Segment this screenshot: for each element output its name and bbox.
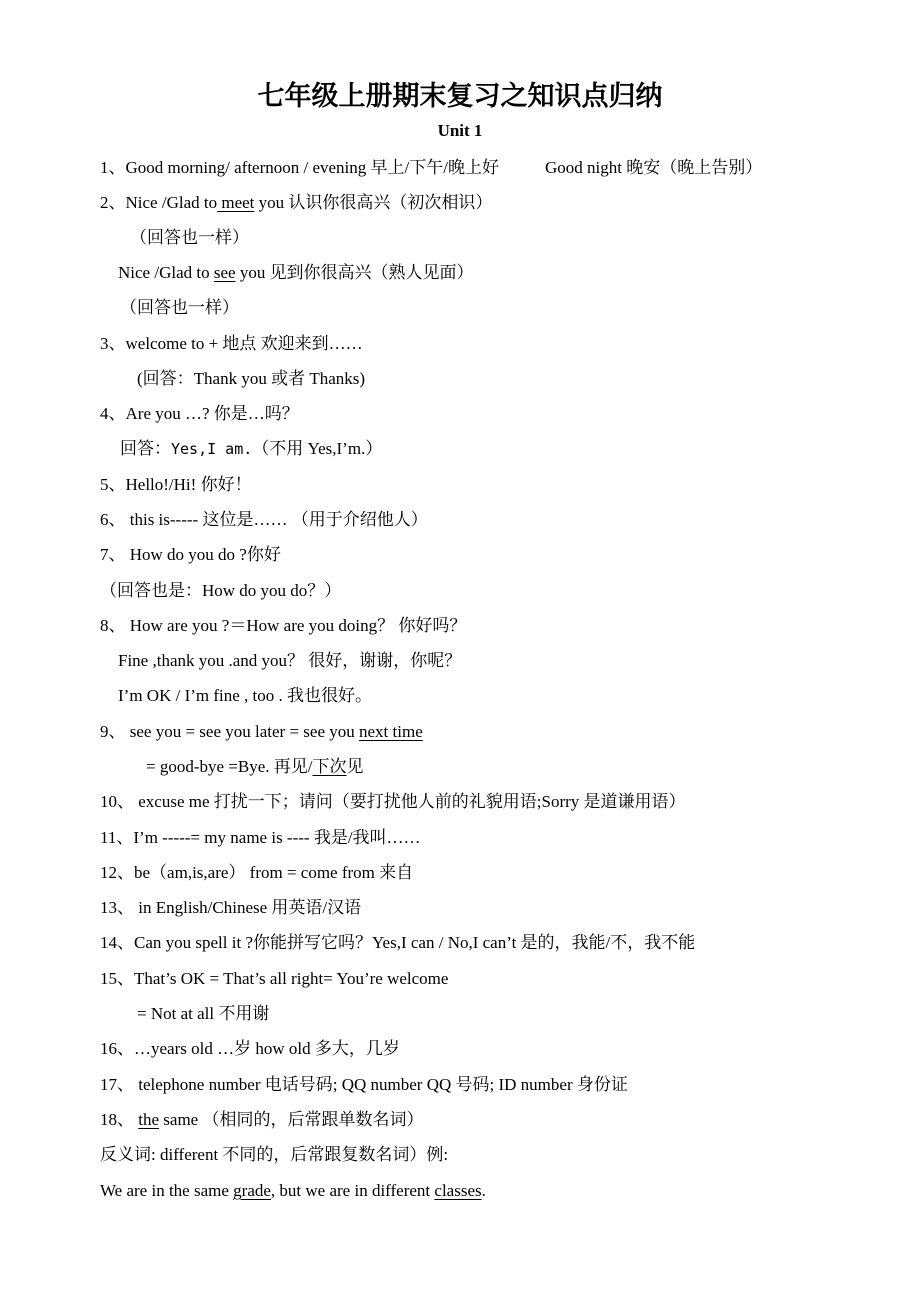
item-4-reply: 回答：Yes,I am.（不用 Yes,I’m.） [120,439,383,458]
item-1: 1、Good morning/ afternoon / evening 早上/下午/晚上好 Good night 晚安（晚上告别） [100,158,763,177]
item-2: 2、Nice /Glad to meet you 认识你很高兴（初次相识） [100,193,493,212]
item-8-reply-2: I’m OK / I’m fine , too . 我也很好。 [118,686,373,705]
item-9: 9、 see you = see you later = see you next time [100,722,423,741]
item-3: 3、welcome to + 地点 欢迎来到…… [100,334,363,353]
item-12: 12、be（am,is,are） from = come from 来自 [100,863,414,882]
item-11: 11、I’m -----= my name is ---- 我是/我叫…… [100,828,421,847]
item-7: 7、 How do you do ?你好 [100,545,281,564]
item-8-reply-1: Fine ,thank you .and you？ 很好，谢谢，你呢？ [118,651,462,670]
unit-heading: Unit 1 [437,121,483,140]
item-17: 17、 telephone number 电话号码; QQ number QQ 号码; ID number 身份证 [100,1075,628,1094]
item-14: 14、Can you spell it ?你能拼写它吗？Yes,I can / No,I can’t 是的，我能/不，我不能 [100,933,696,952]
item-15b: = Not at all 不用谢 [137,1004,270,1023]
item-16: 16、…years old …岁 how old 多大，几岁 [100,1039,400,1058]
item-9b: = good-bye =Bye. 再见/下次见 [146,757,364,776]
item-18-antonym: 反义词: different 不同的，后常跟复数名词）例: [100,1145,449,1164]
item-3-reply: (回答：Thank you 或者 Thanks) [137,369,366,388]
item-2b: Nice /Glad to see you 见到你很高兴（熟人见面） [118,263,474,282]
item-8: 8、 How are you ?＝How are you doing？ 你好吗？ [100,616,467,635]
item-15: 15、That’s OK = That’s all right= You’re welcome [100,969,449,988]
item-5: 5、Hello!/Hi! 你好！ [100,475,252,494]
item-6: 6、 this is----- 这位是…… （用于介绍他人） [100,510,428,529]
item-13: 13、 in English/Chinese 用英语/汉语 [100,898,362,917]
item-18-example: We are in the same grade, but we are in different classes. [100,1181,486,1200]
page-title: 七年级上册期末复习之知识点归纳 [257,81,663,112]
item-7-reply: （回答也是：How do you do？） [100,581,342,600]
item-10: 10、 excuse me 打扰一下；请问（要打扰他人前的礼貌用语;Sorry 是道谦用语） [100,792,686,811]
item-2b-reply: （回答也一样） [120,298,239,317]
item-4: 4、Are you …? 你是…吗？ [100,404,299,423]
item-18: 18、 the same （相同的，后常跟单数名词） [100,1110,424,1129]
item-2-reply: （回答也一样） [130,228,249,247]
